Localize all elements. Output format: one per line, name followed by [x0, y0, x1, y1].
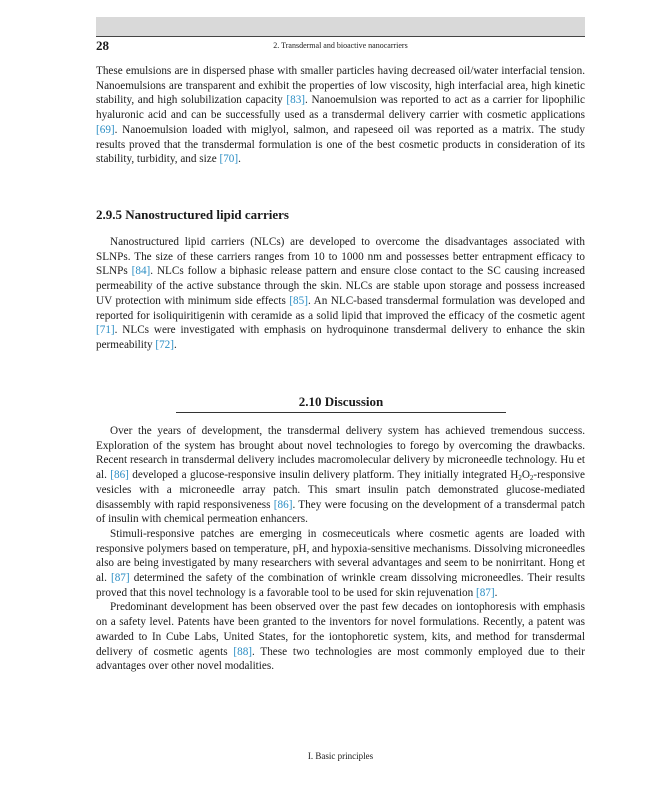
text: developed a glucose-responsive insulin delivery platform. They initially integrated H — [128, 469, 519, 482]
text: . An NLC-based transdermal formulation was developed and reported for isoliquiritigenin with ceramide as a solid lipid that improved the efficacy of the cosmetic agent — [96, 294, 585, 322]
discussion-body — [96, 424, 585, 674]
text: Predominant development has been observed over the past few decades on iontophoresis with emphasis on a safety level. Patents have been granted to the inventors for novel formulations. Recently, a patent was awarded to In Cube Labs, United States, for the iontophoretic system, kits, and method for transdermal delivery of cosmetic agents — [96, 601, 585, 658]
section-heading: 2.10 Discussion — [298, 394, 384, 409]
citation-link[interactable]: [84] — [131, 265, 151, 278]
text: . — [494, 586, 498, 599]
discussion-paragraph-3 — [96, 600, 585, 674]
text: These emulsions are in dispersed phase with smaller particles having decreased oil/water interfacial tension. Nanoemulsions are transparent and exhibit the properties of low viscosity, high interfacial area, high kinetic stability, and high solubilization capacity — [96, 65, 585, 107]
page-number: 28 — [96, 38, 109, 53]
text: . NLCs follow a biphasic release pattern and ensure close contact to the SC causing increased permeability of the active substance through the skin. NLCs are stable upon storage and possess increased UV protection with minimum side effects — [96, 265, 585, 307]
text: . Nanoemulsion loaded with miglyol, salmon, and rapeseed oil was reported as a matrix. The study results proved that the transdermal formulation is one of the best cosmetic products in consideration of its stability, turbidity, and size — [96, 123, 585, 166]
header-rule — [96, 36, 585, 37]
subsection-heading: 2.9.5 Nanostructured lipid carriers — [96, 207, 289, 222]
text: Over the years of development, the transdermal delivery system has achieved tremendous success. Exploration of the system has brought about novel technologies to forego by overcoming the drawbacks. Recent research in transdermal delivery includes macromolecular delivery by microneedle technology. Hu et al. — [96, 425, 585, 482]
citation-link[interactable]: [83] — [286, 94, 306, 107]
text: . They were focusing on the development of a transdermal patch of insulin with chemical permeation enhancers. — [96, 498, 585, 526]
citation-link[interactable]: [71] — [96, 324, 115, 337]
citation-link[interactable]: [86] — [273, 498, 293, 511]
citation-link[interactable]: [86] — [110, 469, 129, 482]
top-paragraph — [96, 64, 585, 167]
text: . These two technologies are most commonly employed due to their advantages over other novel modalities. — [96, 645, 585, 673]
citation-link[interactable]: [72] — [155, 338, 174, 351]
text: O — [521, 469, 530, 482]
subscript: 2 — [518, 474, 522, 483]
discussion-paragraph-1 — [96, 424, 585, 527]
citation-link[interactable]: [85] — [289, 294, 308, 307]
discussion-paragraph-2 — [96, 527, 585, 601]
header-bar — [96, 17, 585, 36]
subscript: 2 — [529, 474, 534, 483]
section-rule — [176, 412, 506, 413]
citation-link[interactable]: [87] — [110, 572, 130, 585]
citation-link[interactable]: [88] — [233, 645, 253, 658]
text: Stimuli-responsive patches are emerging in cosmeceuticals where cosmetic agents are loaded with responsive polymers based on temperature, pH, and hypoxia-sensitive mechanisms. Dissolving microneedles also are being investigated by many researchers with several advantages and seem to be nonirritant. Hong et al. — [96, 527, 585, 585]
running-title: 2. Transdermal and bioactive nanocarriers — [273, 41, 408, 50]
subsection-paragraph — [96, 235, 585, 353]
text: determined the safety of the combination of wrinkle cream dissolving microneedles. Their results proved that this novel technology is a favorable tool to be used for skin rejuvenation — [96, 572, 586, 599]
footer: I. Basic principles — [307, 751, 374, 761]
text: -responsive vesicles with a microneedle array patch. This smart insulin patch demonstrated glucose-mediated disassembly with rapid responsiveness — [96, 469, 585, 511]
text: . — [173, 338, 177, 351]
text: Nanostructured lipid carriers (NLCs) are developed to overcome the disadvantages associated with SLNPs. The size of these carriers ranges from 10 to 1000 nm and possesses better entrapment efficacy to SLNPs — [96, 236, 585, 278]
text: . — [238, 153, 241, 166]
text: . NLCs were investigated with emphasis on hydroquinone transdermal delivery to enhance the skin permeability — [96, 324, 585, 351]
citation-link[interactable]: [69] — [96, 123, 115, 136]
text: . Nanoemulsion was reported to act as a carrier for lipophilic hyaluronic acid and can be successfully used as a transdermal delivery carrier with cosmetic applications — [96, 94, 585, 122]
citation-link[interactable]: [87] — [475, 586, 495, 599]
citation-link[interactable]: [70] — [219, 153, 239, 166]
